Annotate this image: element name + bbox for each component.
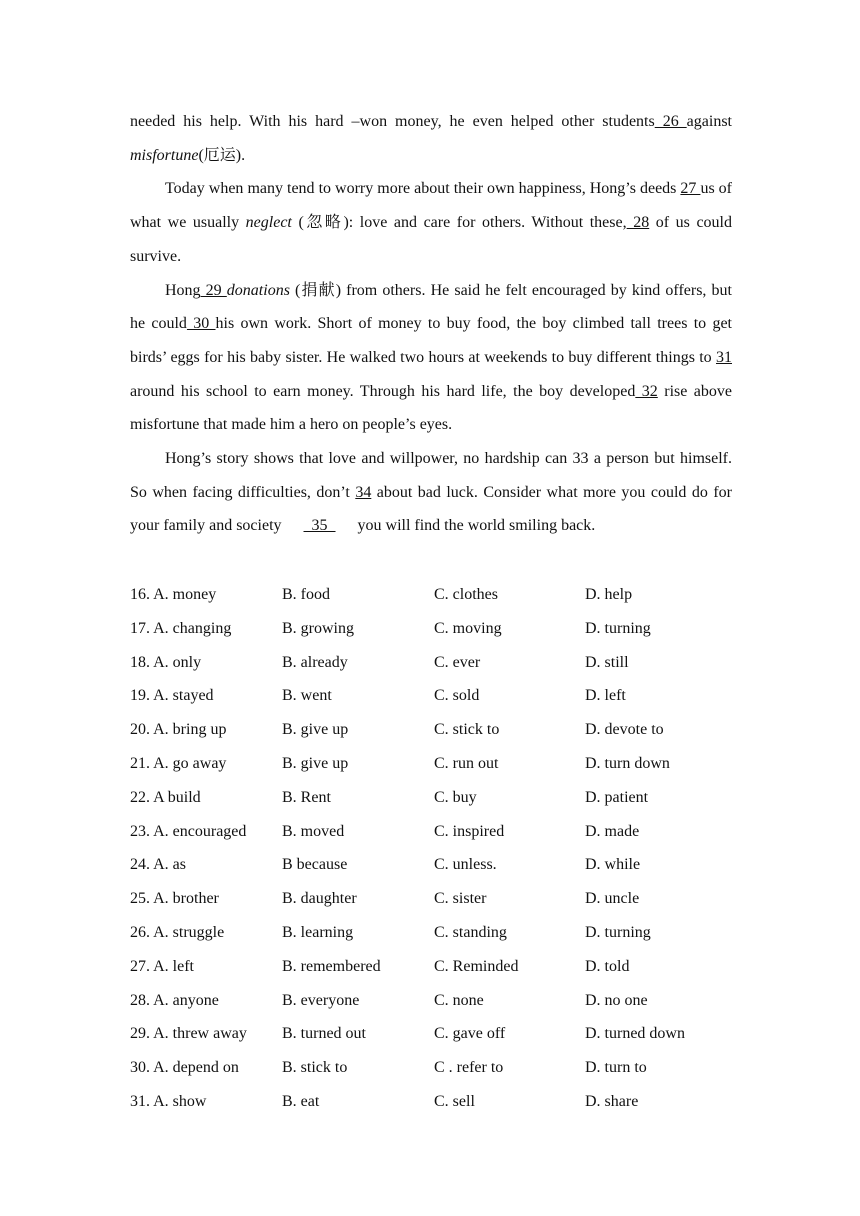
blank-27: 27	[680, 180, 701, 198]
option-cell: 25. A. brother	[130, 890, 219, 908]
option-row	[130, 612, 732, 646]
option-cell: C. inspired	[434, 822, 505, 840]
option-cell: B. food	[282, 586, 330, 603]
option-cell: B. stick to	[282, 1059, 348, 1077]
option-cell: B because	[282, 856, 348, 874]
option-row	[130, 950, 732, 984]
option-row	[130, 1051, 732, 1085]
option-cell: C. unless.	[434, 856, 497, 874]
option-cell: D. told	[585, 957, 630, 975]
option-cell: C . refer to	[434, 1059, 504, 1077]
italic-word: donations	[226, 281, 290, 299]
italic-word: neglect	[245, 214, 292, 232]
paragraph-4	[130, 442, 732, 543]
option-cell: B. give up	[282, 721, 349, 739]
option-cell: 16. A. money	[130, 586, 217, 603]
paragraph-1	[130, 105, 732, 172]
option-cell: D. patient	[585, 788, 649, 806]
option-row	[130, 984, 732, 1018]
option-cell: B. growing	[282, 619, 354, 637]
option-cell: 26. A. struggle	[130, 923, 225, 941]
text: rise above misfortune that made him a hero on people’s eyes.	[130, 382, 732, 434]
option-cell: 20. A. bring up	[130, 721, 227, 739]
blank-31: 31	[716, 348, 732, 366]
paragraph-2	[130, 172, 732, 273]
text: (厄运).	[198, 146, 246, 164]
paragraph-3	[130, 274, 732, 443]
text: (忽略): love and care for others. Without these,	[291, 214, 627, 232]
option-row	[130, 747, 732, 781]
blank-28: 28	[626, 214, 650, 232]
option-cell: 17. A. changing	[130, 619, 232, 637]
option-cell: 21. A. go away	[130, 754, 227, 772]
option-cell: D. turn down	[585, 754, 670, 772]
italic-word: misfortune	[130, 146, 199, 164]
option-cell: 31. A. show	[130, 1092, 207, 1110]
cloze-passage	[130, 105, 732, 543]
option-cell: B. learning	[282, 923, 354, 941]
option-row	[130, 578, 732, 612]
option-cell: C. sell	[434, 1092, 475, 1110]
option-cell: B. already	[282, 653, 348, 671]
option-cell: D. turn to	[585, 1059, 647, 1077]
option-cell: D. turned down	[585, 1025, 685, 1043]
option-cell: 29. A. threw away	[130, 1025, 247, 1043]
option-cell: 22. A build	[130, 788, 201, 806]
option-row	[130, 1017, 732, 1051]
text: about bad luck. Consider what more you could do for your family and society	[130, 483, 732, 535]
option-cell: B. Rent	[282, 788, 331, 806]
option-cell: D. devote to	[585, 721, 664, 739]
option-cell: C. ever	[434, 653, 481, 671]
option-cell: C. run out	[434, 754, 499, 772]
option-cell: 30. A. depend on	[130, 1059, 239, 1077]
option-row	[130, 916, 732, 950]
text: Hong’s story shows that love and willpower, no hardship can 33 a person but himself. So when facing difficulties, don’t	[130, 450, 732, 501]
option-cell: D. help	[585, 586, 633, 603]
option-cell: B. everyone	[282, 991, 360, 1009]
answer-options	[130, 578, 732, 1119]
option-row	[130, 781, 732, 815]
text: his own work. Short of money to buy food, the boy climbed tall trees to get birds’ eggs for his baby sister. He walked two hours at weekends to buy different things to	[130, 315, 732, 366]
blank-34: 34	[355, 483, 372, 501]
option-cell: C. sister	[434, 890, 487, 908]
text: around his school to earn money. Through his hard life, the boy developed	[130, 382, 636, 400]
option-row	[130, 1085, 732, 1119]
option-cell: D. share	[585, 1092, 639, 1110]
blank-30: 30	[186, 315, 216, 333]
text: us of what we usually	[130, 180, 733, 232]
option-cell: D. while	[585, 856, 641, 874]
option-cell: 24. A. as	[130, 856, 186, 874]
blank-29: 29	[200, 281, 227, 299]
option-cell: D. turning	[585, 619, 651, 637]
option-cell: D. uncle	[585, 890, 640, 908]
option-cell: B. turned out	[282, 1025, 366, 1043]
option-cell: B. moved	[282, 822, 345, 840]
option-cell: 19. A. stayed	[130, 687, 214, 705]
option-cell: 23. A. encouraged	[130, 822, 247, 840]
option-row	[130, 679, 732, 713]
text: (捐献) from others. He said he felt encouraged by kind offers, but he could	[130, 281, 732, 333]
option-cell: C. stick to	[434, 721, 500, 739]
option-cell: C. moving	[434, 619, 502, 637]
option-row	[130, 882, 732, 916]
option-cell: D. turning	[585, 923, 651, 941]
option-cell: C. standing	[434, 923, 507, 941]
option-row	[130, 713, 732, 747]
blank-26: 26	[654, 113, 687, 130]
text: Today when many tend to worry more about their own happiness, Hong’s deeds	[165, 180, 681, 198]
text: against	[686, 113, 732, 130]
option-cell: C. sold	[434, 687, 480, 705]
option-cell: C. clothes	[434, 586, 498, 603]
option-cell: 28. A. anyone	[130, 991, 219, 1009]
text: needed his help. With his hard –won money, he even helped other students	[130, 113, 655, 130]
option-cell: 18. A. only	[130, 653, 202, 671]
option-cell: B. give up	[282, 754, 349, 772]
option-cell: B. eat	[282, 1092, 320, 1110]
option-row	[130, 646, 732, 680]
option-cell: D. made	[585, 822, 640, 840]
option-cell: D. left	[585, 687, 626, 705]
blank-35: 35	[303, 517, 336, 535]
option-cell: B. went	[282, 687, 332, 705]
option-row	[130, 848, 732, 882]
option-cell: D. still	[585, 653, 629, 671]
option-cell: C. none	[434, 991, 484, 1009]
option-cell: B. remembered	[282, 957, 381, 975]
text: of us could survive.	[130, 214, 733, 265]
text: Hong	[165, 281, 201, 299]
option-cell: C. gave off	[434, 1025, 506, 1043]
option-cell: B. daughter	[282, 890, 357, 908]
text: you will find the world smiling back.	[353, 517, 596, 535]
option-cell: C. buy	[434, 788, 477, 806]
option-cell: D. no one	[585, 991, 648, 1009]
option-cell: C. Reminded	[434, 957, 519, 975]
option-cell: 27. A. left	[130, 957, 194, 975]
blank-32: 32	[635, 382, 658, 400]
option-row	[130, 815, 732, 849]
